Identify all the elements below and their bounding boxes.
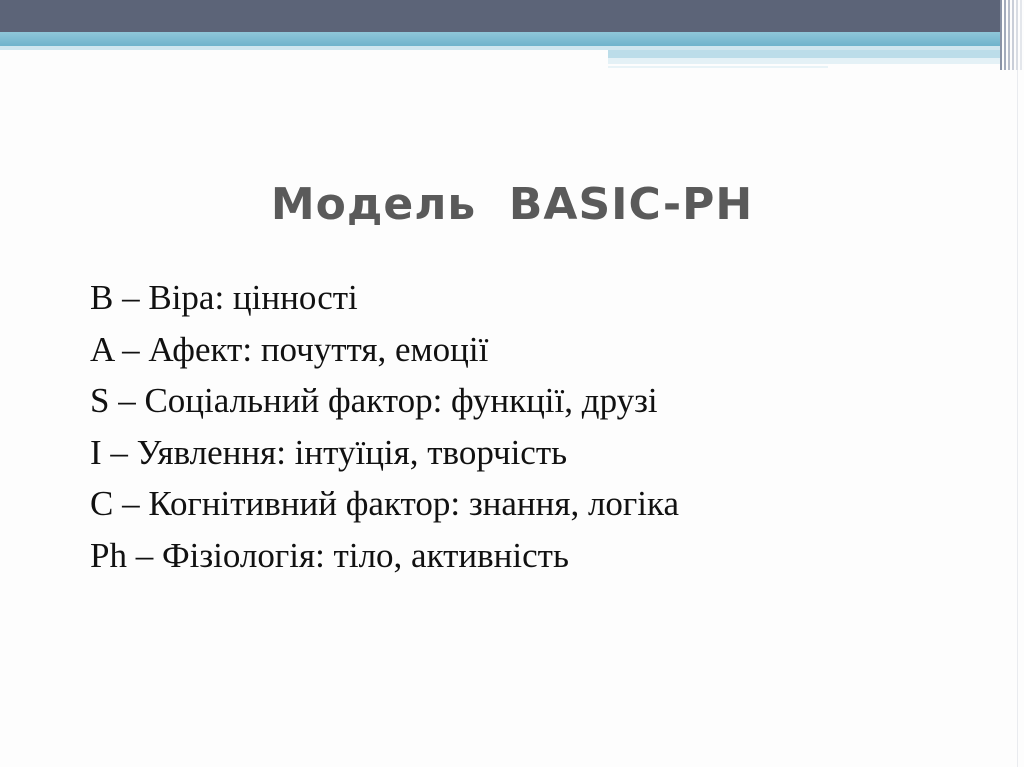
- list-item-belief: B – Віра: цінності: [90, 278, 358, 317]
- list-item-social: S – Соціальний фактор: функції, друзі: [90, 381, 658, 420]
- header-dark-bar: [0, 0, 1000, 32]
- header-edge-stripe: [1020, 0, 1022, 70]
- header-blue-bar: [0, 32, 1000, 46]
- basic-ph-list: [90, 272, 679, 581]
- header-step-bar-light: [608, 58, 1000, 64]
- list-item-physiology: Ph – Фізіологія: тіло, активність: [90, 535, 569, 575]
- list-item-cognitive: C – Когнітивний фактор: знання, логіка: [90, 484, 680, 523]
- header-edge-stripe: [1000, 0, 1002, 70]
- header-edge-stripe: [1004, 0, 1006, 70]
- header-thin-bar: [608, 66, 828, 68]
- header-edge-stripe: [1012, 0, 1014, 70]
- slide-title: Модель BASIC-PH: [270, 179, 754, 231]
- slide-right-border: [1017, 70, 1018, 767]
- header-step-bar: [608, 50, 1000, 58]
- list-item-imagination: I – Уявлення: інтуїція, творчість: [90, 432, 568, 472]
- header-decoration: [0, 0, 1024, 70]
- header-edge-stripe: [1008, 0, 1010, 70]
- list-item-affect: A – Афект: почуття, емоції: [90, 329, 489, 369]
- header-edge-stripe: [1016, 0, 1018, 70]
